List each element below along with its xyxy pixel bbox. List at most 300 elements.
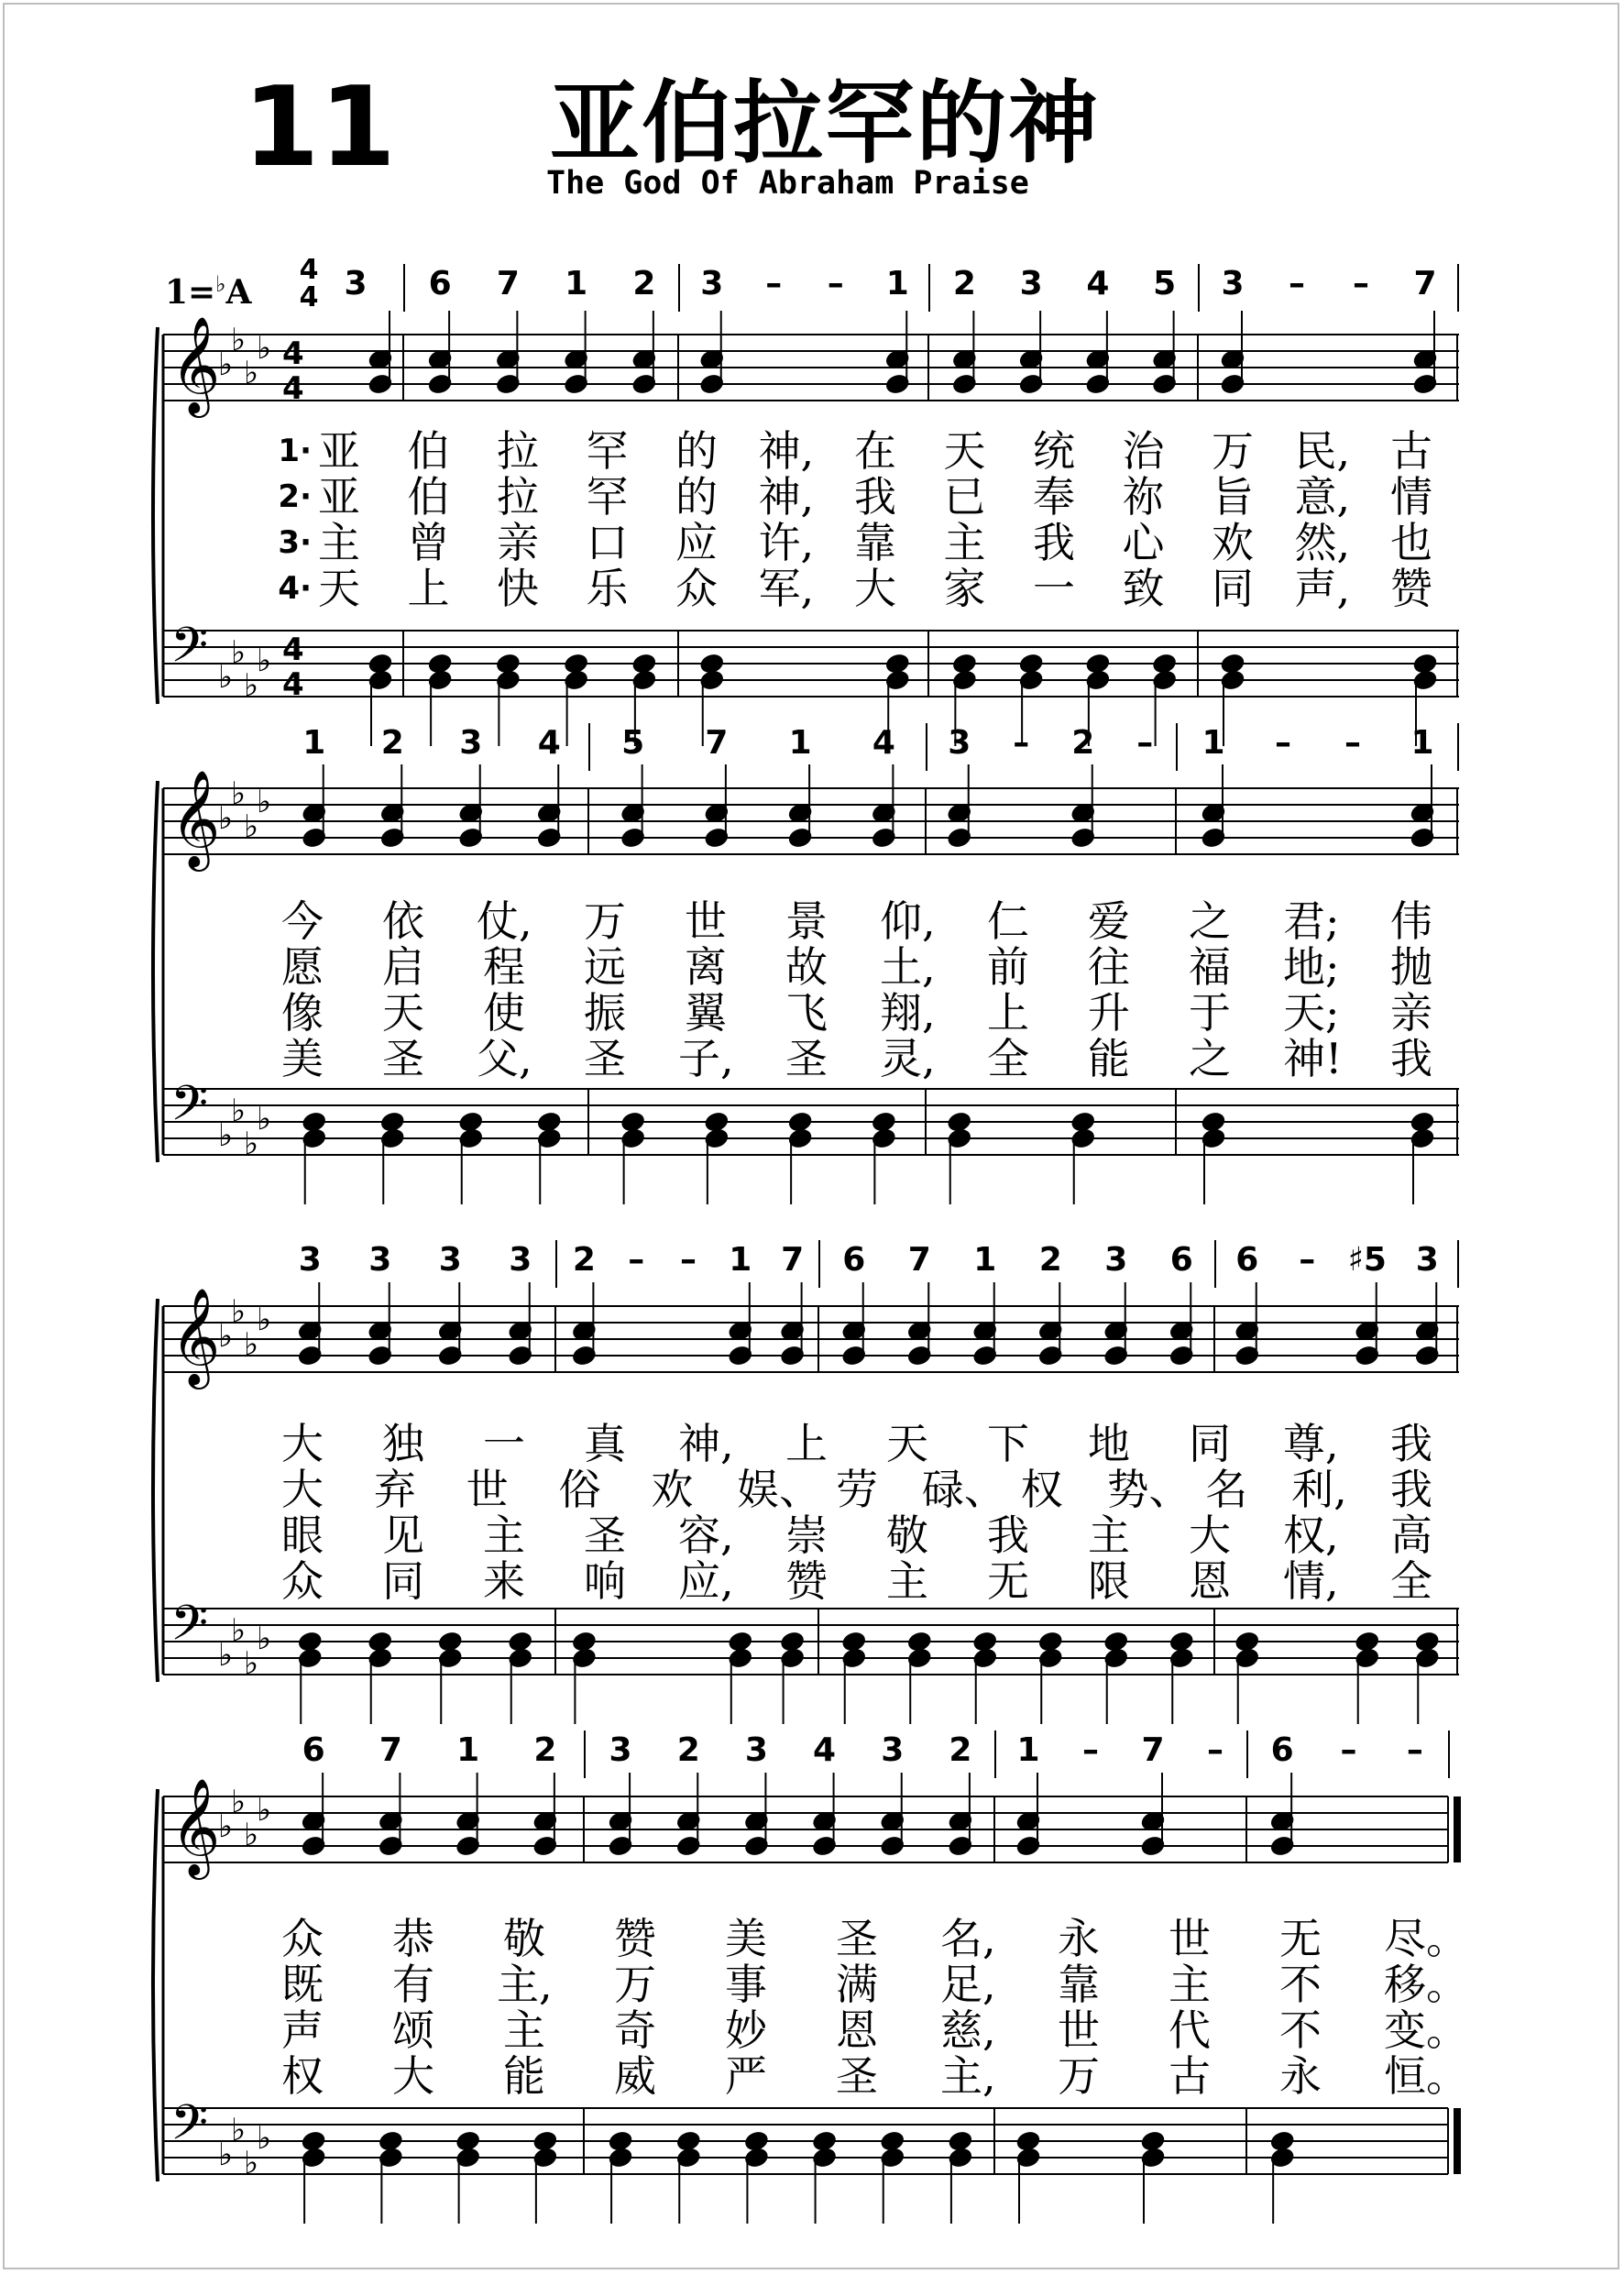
key-label: 1=: [165, 273, 216, 312]
lyric-syllable: 靠: [854, 518, 896, 567]
lyric-syllable: 家: [943, 564, 986, 613]
lyric-syllable: 一: [1033, 564, 1075, 613]
jianpu-barline: [588, 723, 590, 771]
jianpu-barline: [1457, 1240, 1459, 1288]
note-head: [1141, 2131, 1165, 2152]
lyric-syllable: 亚: [318, 426, 360, 476]
jianpu-note: –: [1344, 724, 1361, 762]
lyric-syllable: 上: [407, 564, 450, 613]
lyric-syllable: 万: [584, 896, 626, 946]
flat-icon: ♭: [257, 2120, 272, 2157]
lyric-syllable: 抛: [1390, 942, 1432, 992]
lyric-syllable: 响: [584, 1556, 626, 1606]
jianpu-barline: [928, 264, 930, 312]
jianpu-row: [0, 1725, 1624, 1776]
lyric-syllable: 情: [1390, 472, 1432, 522]
jianpu-note: –: [1340, 1731, 1357, 1769]
lyric-syllable: 主: [943, 518, 986, 567]
lyric-syllable: 上: [785, 1419, 828, 1468]
lyric-syllable: 天: [382, 988, 424, 1038]
note-head: [1221, 654, 1245, 675]
lyric-syllable: 世: [1169, 1914, 1211, 1963]
flat-icon: ♭: [231, 1612, 247, 1649]
lyric-syllable: 名: [1205, 1465, 1248, 1514]
lyric-syllable: 独: [382, 1419, 424, 1468]
lyric-syllable: 下: [987, 1419, 1029, 1468]
lyric-syllable: 声,: [1294, 564, 1351, 613]
note-head: [368, 654, 392, 675]
lyric-syllable: 万: [614, 1960, 656, 2009]
lyric-syllable: 上: [987, 988, 1029, 1038]
lyric-syllable: 心: [1122, 518, 1165, 567]
jianpu-row: [0, 254, 1624, 313]
hymn-subtitle: The God Of Abraham Praise: [546, 165, 1029, 202]
lyric-syllable: 圣: [584, 1034, 626, 1083]
lyric-syllable: 既: [281, 1960, 324, 2009]
note-head: [788, 1112, 812, 1133]
jianpu-note: –: [1289, 265, 1305, 302]
meter-top: 4: [299, 254, 319, 286]
lyric-syllable: 劳: [836, 1465, 878, 1514]
jianpu-note: 3: [881, 1731, 905, 1769]
lyric-syllable: 崇: [785, 1511, 828, 1560]
lyric-line: [0, 1031, 1624, 1086]
lyric-syllable: 美: [281, 1034, 324, 1083]
jianpu-note: 7: [496, 265, 520, 302]
lyric-syllable: 尊,: [1283, 1419, 1339, 1468]
key-flat: ♭: [215, 270, 226, 297]
jianpu-note: ♯5: [1347, 1241, 1387, 1279]
lyric-syllable: 同: [1189, 1419, 1231, 1468]
lyric-syllable: 程: [483, 942, 525, 992]
lyric-syllable: 权: [1020, 1465, 1063, 1514]
jianpu-barline: [403, 264, 405, 312]
jianpu-barline: [1457, 723, 1459, 771]
lyric-syllable: 的: [675, 472, 718, 522]
meter-top: 4: [282, 632, 304, 668]
lyric-syllable: 亲: [1390, 988, 1432, 1038]
lyric-syllable: 快: [497, 564, 539, 613]
flat-icon: ♭: [257, 1101, 272, 1137]
jianpu-barline: [926, 723, 927, 771]
lyric-syllable: 一: [483, 1419, 525, 1468]
jianpu-note: 3: [1221, 265, 1245, 302]
jianpu-note: –: [765, 265, 783, 302]
flat-icon: ♭: [244, 1126, 259, 1162]
note-head: [368, 1631, 392, 1653]
lyric-syllable: 振: [584, 988, 626, 1038]
jianpu-note: 6: [842, 1241, 866, 1279]
flat-icon: ♭: [231, 1093, 247, 1129]
lyric-syllable: 乐: [586, 564, 629, 613]
lyric-syllable: 势、: [1106, 1465, 1191, 1514]
meter-bottom: 4: [282, 666, 304, 703]
lyric-syllable: 君;: [1283, 896, 1340, 946]
lyric-syllable: 万: [1212, 426, 1254, 476]
jianpu-note: 7: [379, 1731, 402, 1769]
lyric-syllable: 天: [318, 564, 360, 613]
jianpu-note: 2: [676, 1731, 700, 1769]
lyric-syllable: 主: [886, 1556, 928, 1606]
verse-number: 3·: [278, 524, 312, 561]
jianpu-note: 3: [744, 1731, 768, 1769]
lyric-syllable: 伟: [1390, 896, 1432, 946]
lyric-syllable: 永: [1279, 2051, 1322, 2101]
jianpu-note: –: [680, 1241, 697, 1279]
note-head: [632, 654, 656, 675]
note-head: [705, 1112, 729, 1133]
lyric-syllable: 欢: [651, 1465, 694, 1514]
flat-icon: ♭: [231, 1784, 247, 1820]
jianpu-note: 3: [1104, 1241, 1128, 1279]
treble-staff: [163, 769, 1459, 872]
meter-bottom: 4: [299, 281, 319, 313]
note-head: [459, 1112, 483, 1133]
note-head: [952, 654, 976, 675]
lyric-syllable: 恩: [1189, 1556, 1231, 1606]
jianpu-note: –: [1299, 1241, 1316, 1279]
lyric-syllable: 之: [1189, 896, 1231, 946]
jianpu-note: –: [1275, 724, 1291, 762]
jianpu-note: 2: [952, 265, 976, 302]
flat-icon: ♭: [257, 1302, 272, 1338]
treble-clef-icon: 𝄞: [170, 769, 221, 867]
jianpu-note: 2: [1071, 724, 1095, 762]
jianpu-note: 3: [1019, 265, 1043, 302]
jianpu-note: 1: [729, 1241, 752, 1279]
note-head: [1071, 1112, 1095, 1133]
jianpu-note: 1: [788, 724, 812, 762]
jianpu-note: 2: [949, 1731, 972, 1769]
lyric-syllable: 我: [854, 472, 896, 522]
lyric-syllable: 古: [1169, 2051, 1211, 2101]
jianpu-note: 2: [632, 265, 656, 302]
lyric-syllable: 能: [1088, 1034, 1130, 1083]
flat-icon: ♭: [218, 1318, 234, 1355]
lyric-syllable: 世: [685, 896, 727, 946]
lyric-syllable: 天: [943, 426, 986, 476]
jianpu-barline: [1198, 264, 1200, 312]
lyric-syllable: 圣: [584, 1511, 626, 1560]
note-head: [1410, 1112, 1434, 1133]
lyric-syllable: 统: [1033, 426, 1075, 476]
treble-staff: [163, 1777, 1448, 1880]
lyric-syllable: 变。: [1384, 2005, 1468, 2055]
jianpu-note: 4: [872, 724, 895, 762]
flat-icon: ♭: [244, 1326, 259, 1363]
lyric-syllable: 大: [281, 1419, 324, 1468]
flat-icon: ♭: [231, 1293, 247, 1330]
lyric-syllable: 伯: [407, 472, 450, 522]
flat-icon: ♭: [257, 1792, 272, 1829]
lyric-syllable: 圣: [382, 1034, 424, 1083]
lyric-syllable: 意,: [1294, 472, 1351, 522]
jianpu-barline: [678, 264, 680, 312]
flat-icon: ♭: [257, 1620, 272, 1657]
lyric-syllable: 欢: [1212, 518, 1254, 567]
note-head: [1169, 1631, 1193, 1653]
jianpu-note: 2: [572, 1241, 596, 1279]
jianpu-barline: [1246, 1730, 1248, 1778]
note-head: [948, 1112, 971, 1133]
flat-icon: ♭: [257, 330, 272, 367]
lyric-syllable: 民,: [1294, 426, 1351, 476]
note-head: [302, 1112, 326, 1133]
jianpu-note: –: [1207, 1731, 1223, 1769]
lyric-syllable: 离: [685, 942, 727, 992]
bass-clef-icon: 𝄢: [170, 2095, 209, 2163]
lyric-syllable: 碌、: [921, 1465, 1006, 1514]
lyric-syllable: 致: [1122, 564, 1165, 613]
lyric-syllable: 愿: [281, 942, 324, 992]
lyric-syllable: 神,: [758, 426, 815, 476]
lyric-syllable: 于: [1189, 988, 1231, 1038]
jianpu-note: 4: [1086, 265, 1110, 302]
flat-icon: ♭: [218, 1808, 234, 1845]
jianpu-note: 3: [459, 724, 483, 762]
jianpu-note: 3: [609, 1731, 632, 1769]
lyric-syllable: 神!: [1283, 1034, 1343, 1083]
lyric-syllable: 无: [1279, 1914, 1322, 1963]
jianpu-note: 7: [1141, 1731, 1165, 1769]
jianpu-note: –: [628, 1241, 645, 1279]
jianpu-row: [0, 1235, 1624, 1286]
note-head: [533, 2131, 557, 2152]
lyric-syllable: 慈,: [940, 2005, 996, 2055]
lyric-syllable: 权: [281, 2051, 324, 2101]
lyric-syllable: 拉: [497, 426, 539, 476]
note-head: [380, 1112, 404, 1133]
lyric-syllable: 翔,: [880, 988, 936, 1038]
lyric-syllable: 远: [584, 942, 626, 992]
lyric-syllable: 神,: [758, 472, 815, 522]
note-head: [700, 654, 724, 675]
flat-icon: ♭: [218, 346, 234, 383]
lyric-syllable: 地: [1088, 1419, 1130, 1468]
jianpu-note: 2: [380, 724, 404, 762]
note-head: [428, 654, 452, 675]
lyric-syllable: 我: [987, 1511, 1029, 1560]
jianpu-note: 3: [700, 265, 724, 302]
lyric-syllable: 土,: [880, 942, 936, 992]
lyric-syllable: 前: [987, 942, 1029, 992]
lyric-syllable: 众: [675, 564, 718, 613]
note-head: [907, 1631, 931, 1653]
jianpu-note: 6: [1270, 1731, 1294, 1769]
note-head: [1235, 1631, 1259, 1653]
lyric-syllable: 来: [483, 1556, 525, 1606]
note-head: [881, 2131, 905, 2152]
lyric-syllable: 俗: [558, 1465, 601, 1514]
flat-icon: ♭: [231, 634, 247, 671]
lyric-syllable: 已: [943, 472, 986, 522]
flat-icon: ♭: [244, 1645, 259, 1682]
bass-staff: [163, 618, 1459, 704]
lyric-syllable: 曾: [407, 518, 450, 567]
lyric-syllable: 依: [382, 896, 424, 946]
lyric-syllable: 情,: [1283, 1556, 1339, 1606]
lyric-syllable: 真: [584, 1419, 626, 1468]
note-head: [842, 1631, 866, 1653]
lyric-syllable: 见: [382, 1511, 424, 1560]
lyric-syllable: 永: [1058, 1914, 1100, 1963]
flat-icon: ♭: [244, 2145, 259, 2181]
lyric-syllable: 拉: [497, 472, 539, 522]
lyric-syllable: 弃: [373, 1465, 416, 1514]
lyric-syllable: 应: [675, 518, 718, 567]
note-head: [1355, 1631, 1379, 1653]
lyric-syllable: 我: [1390, 1465, 1432, 1514]
jianpu-note: 3: [509, 1241, 532, 1279]
lyric-syllable: 我: [1390, 1419, 1432, 1468]
lyric-syllable: 圣: [836, 1914, 878, 1963]
key-letter: A: [225, 273, 252, 312]
jianpu-note: 1: [565, 265, 588, 302]
lyric-syllable: 旨: [1212, 472, 1254, 522]
jianpu-note: 6: [1169, 1241, 1193, 1279]
flat-icon: ♭: [218, 2137, 234, 2173]
jianpu-note: 4: [813, 1731, 837, 1769]
lyric-syllable: 大: [854, 564, 896, 613]
note-head: [781, 1631, 805, 1653]
jianpu-note: 6: [1235, 1241, 1259, 1279]
bass-clef-icon: 𝄢: [170, 1596, 209, 1664]
flat-icon: ♭: [244, 667, 259, 704]
flat-icon: ♭: [257, 784, 272, 820]
lyric-syllable: 赞: [785, 1556, 828, 1606]
lyric-syllable: 主: [1088, 1511, 1130, 1560]
note-head: [1038, 1631, 1062, 1653]
lyric-syllable: 罕: [586, 426, 629, 476]
verse-number: 2·: [278, 478, 312, 515]
jianpu-note: 5: [621, 724, 645, 762]
lyric-syllable: 赞: [614, 1914, 656, 1963]
note-head: [609, 2131, 632, 2152]
lyric-syllable: 爱: [1088, 896, 1130, 946]
lyric-syllable: 事: [725, 1960, 767, 2009]
lyric-line: [0, 2049, 1624, 2104]
jianpu-note: 1: [1410, 724, 1434, 762]
lyric-syllable: 利,: [1291, 1465, 1347, 1514]
lyric-syllable: 全: [1390, 1556, 1432, 1606]
note-head: [973, 1631, 997, 1653]
lyric-syllable: 众: [281, 1556, 324, 1606]
lyric-syllable: 恩: [836, 2005, 878, 2055]
treble-staff: [163, 315, 1459, 418]
lyric-syllable: 启: [382, 942, 424, 992]
lyric-syllable: 主: [483, 1511, 525, 1560]
note-head: [949, 2131, 972, 2152]
flat-icon: ♭: [231, 775, 247, 812]
note-head: [744, 2131, 768, 2152]
flat-icon: ♭: [218, 800, 234, 837]
jianpu-barline: [1176, 723, 1178, 771]
note-head: [1016, 2131, 1040, 2152]
note-head: [1019, 654, 1043, 675]
lyric-syllable: 主: [1169, 1960, 1211, 2009]
jianpu-note: 3: [368, 1241, 392, 1279]
jianpu-note: 1: [973, 1241, 997, 1279]
note-head: [302, 2131, 325, 2152]
flat-icon: ♭: [218, 1117, 234, 1154]
jianpu-note: 4: [537, 724, 561, 762]
lyric-syllable: 然,: [1294, 518, 1351, 567]
meter-top: 4: [282, 335, 304, 372]
treble-clef-icon: 𝄞: [170, 1777, 221, 1875]
lyric-syllable: 亚: [318, 472, 360, 522]
lyric-syllable: 飞: [785, 988, 828, 1038]
lyric-syllable: 福: [1189, 942, 1231, 992]
jianpu-note: 1: [302, 724, 326, 762]
lyric-syllable: 敬: [886, 1511, 928, 1560]
jianpu-note: 6: [302, 1731, 325, 1769]
lyric-syllable: 同: [1212, 564, 1254, 613]
jianpu-note: 2: [533, 1731, 557, 1769]
lyric-syllable: 恒。: [1384, 2051, 1468, 2101]
lyric-syllable: 也: [1390, 518, 1432, 567]
lyric-syllable: 赞: [1390, 564, 1432, 613]
jianpu-barline: [1214, 1240, 1216, 1288]
note-head: [537, 1112, 561, 1133]
lyric-syllable: 圣: [785, 1034, 828, 1083]
flat-icon: ♭: [218, 1637, 234, 1674]
lyric-syllable: 像: [281, 988, 324, 1038]
bass-clef-icon: 𝄢: [170, 1076, 209, 1144]
lyric-syllable: 天: [886, 1419, 928, 1468]
lyric-syllable: 仁: [987, 896, 1029, 946]
lyric-syllable: 无: [987, 1556, 1029, 1606]
lyric-syllable: 仗,: [477, 896, 532, 946]
lyric-syllable: 灵,: [880, 1034, 936, 1083]
jianpu-note: –: [1082, 1731, 1099, 1769]
lyric-syllable: 奉: [1033, 472, 1075, 522]
lyric-syllable: 眼: [281, 1511, 324, 1560]
lyric-syllable: 世: [466, 1465, 509, 1514]
lyric-syllable: 升: [1088, 988, 1130, 1038]
lyric-syllable: 口: [586, 518, 629, 567]
jianpu-note: 5: [1153, 265, 1177, 302]
note-head: [729, 1631, 752, 1653]
jianpu-note: 3: [298, 1241, 322, 1279]
note-head: [1202, 1112, 1225, 1133]
lyric-syllable: 能: [503, 2051, 545, 2101]
jianpu-barline: [1448, 1730, 1450, 1778]
lyric-syllable: 声: [281, 2005, 324, 2055]
lyric-syllable: 应,: [678, 1556, 734, 1606]
lyric-syllable: 威: [614, 2051, 656, 2101]
meter-bottom: 4: [282, 370, 304, 407]
note-head: [509, 1631, 532, 1653]
note-head: [298, 1631, 322, 1653]
jianpu-barline: [1457, 264, 1459, 312]
jianpu-note: –: [1353, 265, 1369, 302]
lyric-syllable: 亲: [497, 518, 539, 567]
lyric-syllable: 罕: [586, 472, 629, 522]
note-head: [572, 1631, 596, 1653]
lyric-syllable: 子,: [678, 1034, 734, 1083]
lyric-syllable: 权,: [1283, 1511, 1339, 1560]
lyric-syllable: 世: [1058, 2005, 1100, 2055]
lyric-syllable: 在: [854, 426, 896, 476]
bass-staff: [163, 2095, 1448, 2181]
jianpu-note: 7: [781, 1241, 805, 1279]
lyric-syllable: 移。: [1384, 1960, 1468, 2009]
jianpu-note: 3: [438, 1241, 462, 1279]
verse-number: 1·: [278, 433, 312, 469]
note-head: [1415, 1631, 1439, 1653]
lyric-syllable: 颂: [392, 2005, 434, 2055]
lyric-syllable: 主: [318, 518, 360, 567]
